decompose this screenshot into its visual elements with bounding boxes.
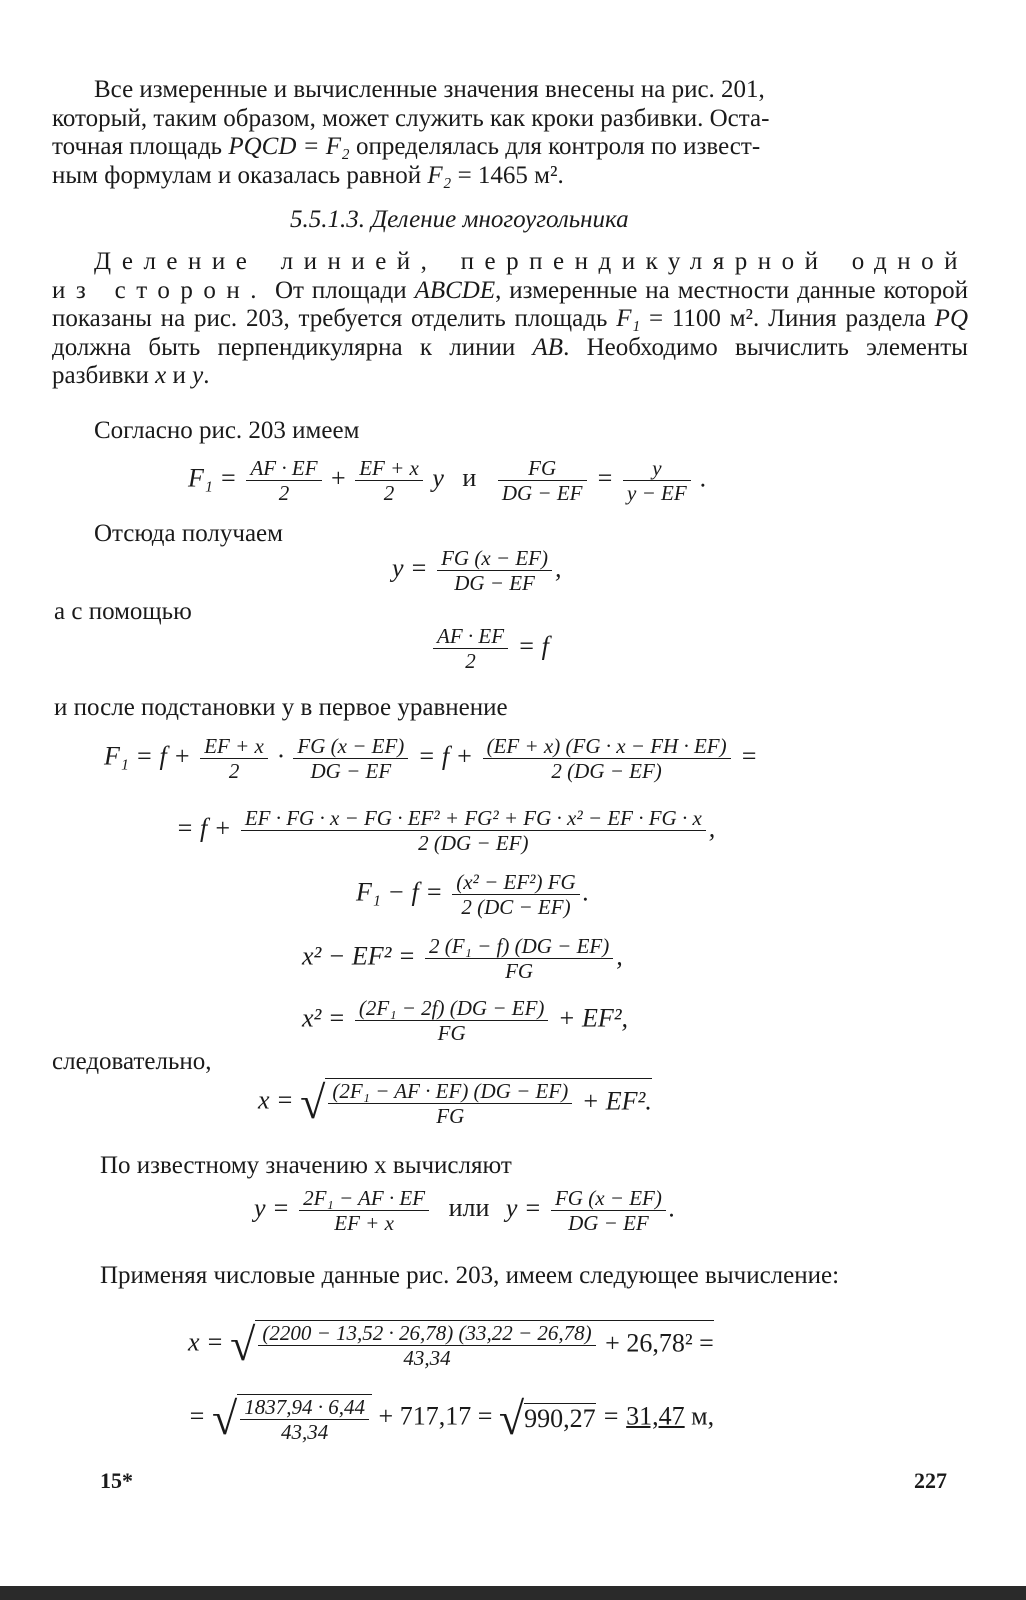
intro-line-4: ным формулам и оказалась равной F₂ = 1465 м². [52, 161, 564, 189]
intro-line-1: Все измеренные и вычисленные значения внесены на рис. 201, [94, 76, 765, 103]
equation-3: $\frac{AF \cdot EF}{2}$ = f [430, 624, 549, 673]
equation-2: y = $\frac{FG (x - EF)}{DG - EF}$ , [392, 546, 562, 595]
signature-mark: 15* [100, 1468, 133, 1493]
intro-line-3: точная площадь PQCD = F₂ определялась для контроля по извест- [52, 133, 761, 160]
equation-10: y = $\frac{\text{2F₁ − AF · EF}}{EF + x}$ или y = $\frac{FG (x - EF)}{DG - EF}$ . [254, 1186, 676, 1235]
equation-11: x = √ $\frac{(2200 - 13,52 \cdot 26,78) (33,22 - 26,78)}{43,34}$ + 26,78² = [188, 1319, 714, 1370]
page-number: 227 [914, 1468, 947, 1493]
intro-line-2: который, таким образом, может служить как кроки разбивки. Оста- [52, 104, 770, 132]
intro-paragraph [52, 76, 968, 190]
text-soglasno: Согласно рис. 203 имеем [94, 417, 360, 444]
scan-edge [0, 1586, 1026, 1600]
text-otsyuda: Отсюда получаем [94, 520, 283, 547]
text-sledovatelno: следовательно, [52, 1048, 212, 1075]
equation-1: F₁ = $\frac{AF \cdot EF}{2}$ + $\frac{EF + x}{2}$ y и $\frac{FG}{DG - EF}$ = $\frac{y}{y - EF}$ . [188, 456, 707, 505]
equation-4: F₁ = f + $\frac{EF + x}{2}$ · $\frac{FG (x - EF)}{DG - EF}$ = f + $\frac{(EF + x) (FG \cdot x - FH \cdot EF)}{2 (DG - EF)}$ = [104, 734, 758, 783]
equation-5: = f + $\frac{\text{EF · FG · x − FG · EF² + FG² + FG · x² − EF · FG · x}}{2 (DG - EF)}$ , [176, 806, 716, 855]
text-primenyaya: Применяя числовые данные рис. 203, имеем следующее вычисление: [100, 1262, 840, 1289]
equation-8: x² = $\frac{\text{(2F₁ − 2f) (DG − EF)}}{FG}$ + EF², [302, 996, 629, 1045]
text-poizv: По известному значению x вычисляют [100, 1152, 512, 1179]
equation-7: x² − EF² = $\frac{\text{2 (F₁ − f) (DG − EF)}}{FG}$ , [302, 934, 623, 983]
result-value: 31,47 [626, 1401, 685, 1431]
text-posle: и после подстановки y в первое уравнение [54, 694, 508, 721]
text-pomoshchyu: а с помощью [54, 598, 192, 625]
equation-6: F₁ − f = $\frac{\text{(x² − EF²) FG}}{2 (DC - EF)}$ . [356, 870, 590, 919]
division-paragraph: Деление линией, перпендикулярной одной из сторон. От площади ABCDE, измеренные на местности данные которой показаны на рис. 203, требуется отделить площадь F₁ = 1100 м². Линия раздела PQ должна быть перпендикулярна к линии AB. Необходимо вычислить элементы разбивки x и y. [52, 248, 969, 389]
equation-9: x = √ $\frac{\text{(2F₁ − AF · EF) (DG − EF)}}{FG}$ + EF². [258, 1077, 652, 1128]
section-heading: 5.5.1.3. Деление многоугольника [290, 206, 629, 233]
equation-12: = √ $\frac{1837,94 \cdot 6,44}{43,34}$ + 717,17 = √990,27 = 31,47 м, [188, 1393, 715, 1444]
